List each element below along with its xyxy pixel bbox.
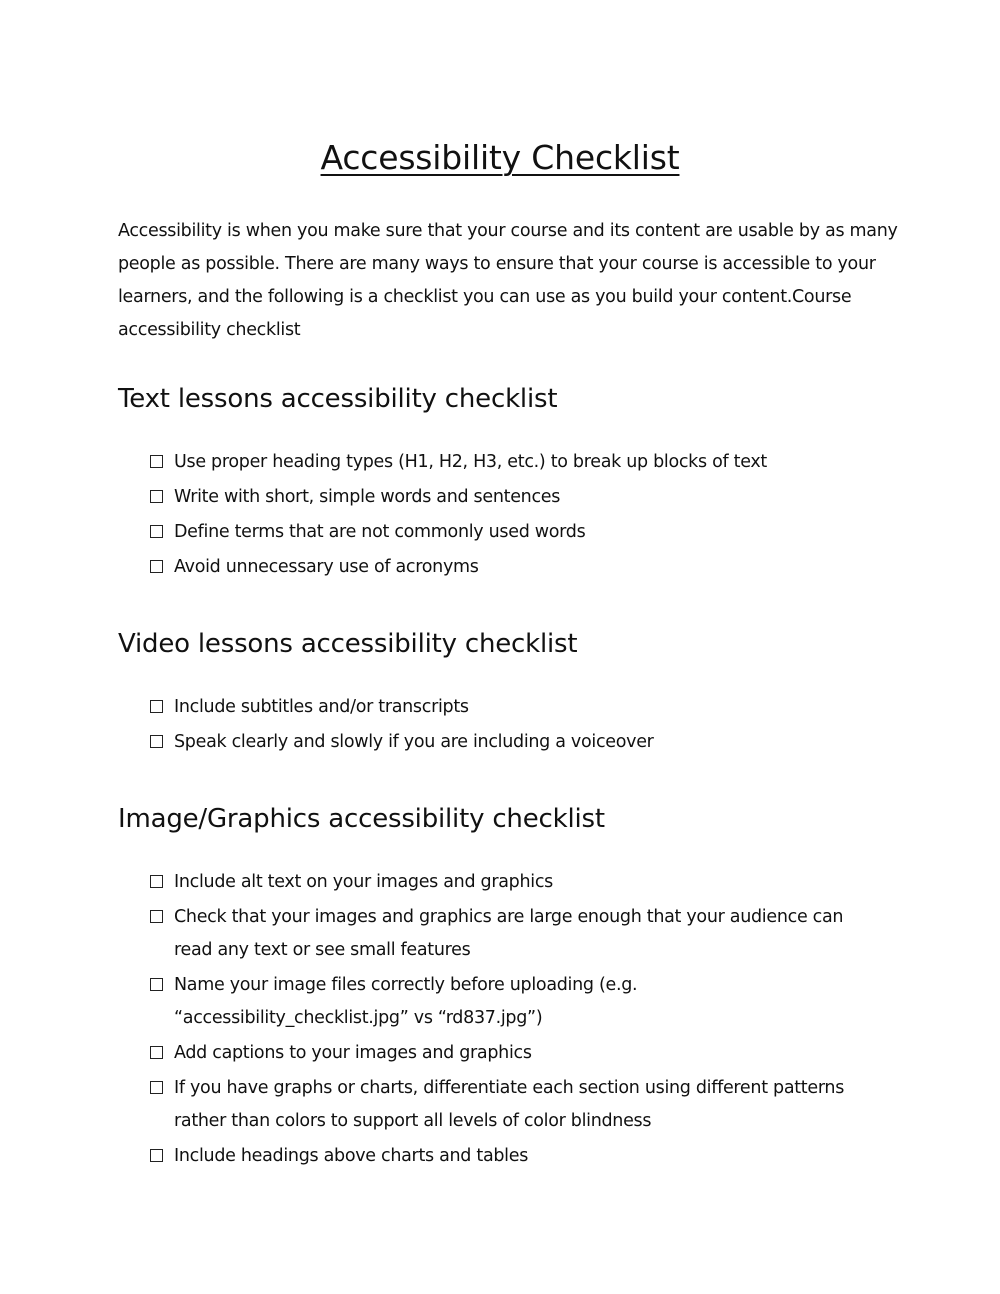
checkbox[interactable]	[150, 560, 163, 573]
checkbox[interactable]	[150, 700, 163, 713]
checklist-item-text: Add captions to your images and graphics	[174, 1043, 532, 1063]
page-title-text: Accessibility Checklist	[320, 138, 680, 177]
checklist-item	[150, 726, 882, 759]
checkbox[interactable]	[150, 490, 163, 503]
checkbox[interactable]	[150, 1046, 163, 1059]
checklist-item-text: Include alt text on your images and graphics	[174, 872, 553, 892]
intro-paragraph: Accessibility is when you make sure that your course and its content are usable by as many people as possible. There are many ways to ensure that your course is accessible to your learners, and the following is a checklist you can use as you build your content.Course accessibility checklist	[118, 221, 898, 340]
checklist-item	[150, 551, 882, 584]
checklist-item	[150, 481, 882, 514]
checklist-item	[150, 969, 882, 1035]
checklist-item	[150, 691, 882, 724]
checklist-item	[150, 1072, 882, 1138]
checkbox[interactable]	[150, 525, 163, 538]
checklist-item-text: Name your image files correctly before uploading (e.g. “accessibility_checklist.jpg” vs “rd837.jpg”)	[174, 975, 638, 1028]
checkbox[interactable]	[150, 735, 163, 748]
checklist-item-text: Speak clearly and slowly if you are including a voiceover	[174, 732, 654, 752]
checklist-item-text: Use proper heading types (H1, H2, H3, etc.) to break up blocks of text	[174, 452, 767, 472]
checklist-item-text: If you have graphs or charts, differentiate each section using different patterns rather than colors to support all levels of color blindness	[174, 1078, 845, 1131]
checkbox[interactable]	[150, 1149, 163, 1162]
checklist-item	[150, 516, 882, 549]
checklist-item	[150, 866, 882, 899]
checkbox[interactable]	[150, 978, 163, 991]
checkbox[interactable]	[150, 910, 163, 923]
checklist-item-text: Avoid unnecessary use of acronyms	[174, 557, 479, 577]
checklist-item	[150, 901, 882, 967]
checklist-item-text: Include subtitles and/or transcripts	[174, 697, 469, 717]
section-heading-image-graphics: Image/Graphics accessibility checklist	[118, 804, 605, 834]
checklist-image-graphics	[118, 866, 882, 1173]
checklist-video-lessons	[118, 691, 882, 759]
checklist-item-text: Write with short, simple words and sentences	[174, 487, 561, 507]
checklist-item	[150, 1037, 882, 1070]
section-heading-video-lessons: Video lessons accessibility checklist	[118, 629, 578, 659]
checkbox[interactable]	[150, 875, 163, 888]
checkbox[interactable]	[150, 455, 163, 468]
checklist-item-text: Define terms that are not commonly used words	[174, 522, 586, 542]
section-heading-text-lessons: Text lessons accessibility checklist	[118, 384, 558, 414]
checklist-item-text: Check that your images and graphics are large enough that your audience can read any text or see small features	[174, 907, 844, 960]
checklist-item	[150, 1140, 882, 1173]
checkbox[interactable]	[150, 1081, 163, 1094]
page-title	[118, 136, 882, 180]
checklist-text-lessons	[118, 446, 882, 584]
checklist-item	[150, 446, 882, 479]
checklist-item-text: Include headings above charts and tables	[174, 1146, 529, 1166]
